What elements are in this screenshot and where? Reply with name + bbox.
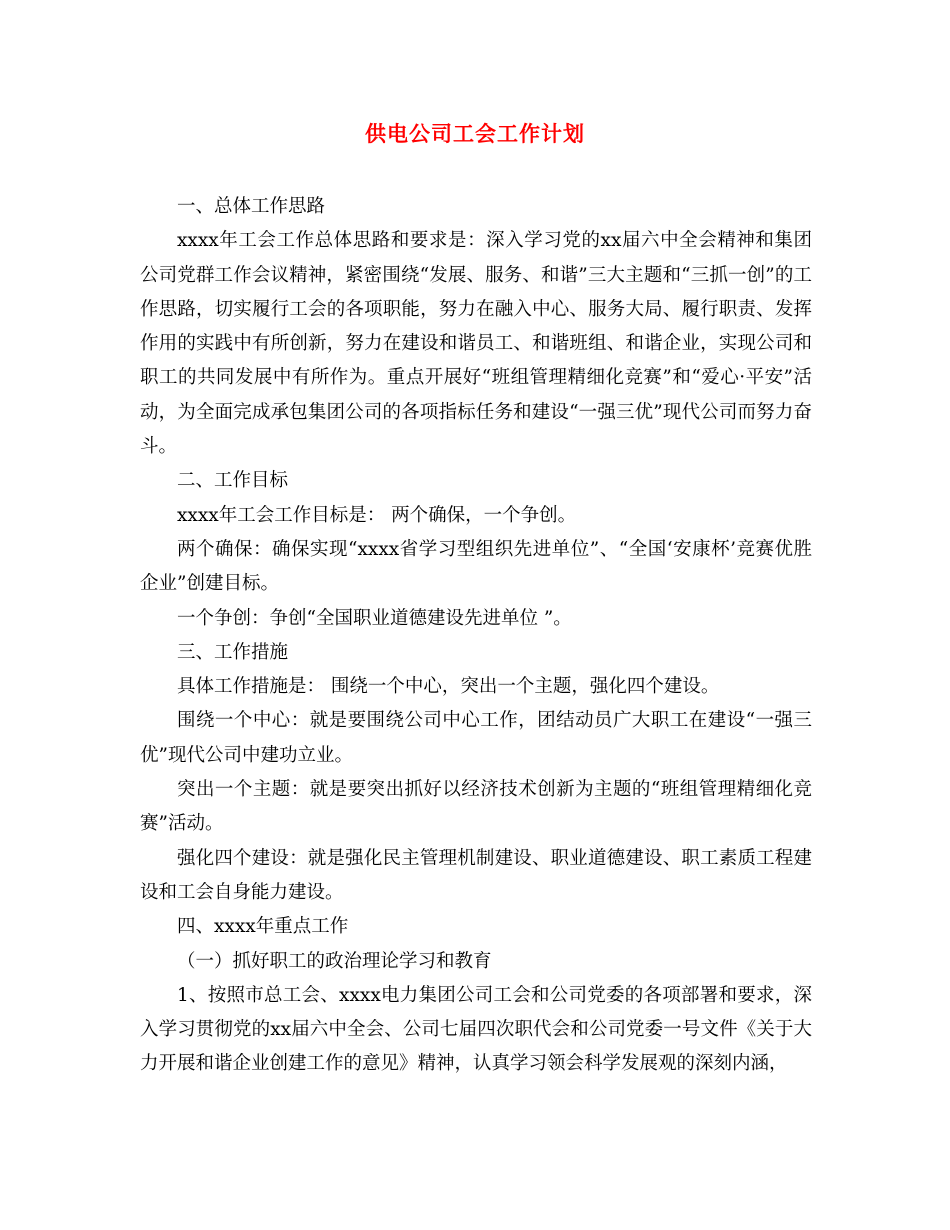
paragraph: 具体工作措施是： 围绕一个中心，突出一个主题，强化四个建设。 <box>177 676 720 698</box>
subsection-heading: （一）抓好职工的政治理论学习和教育 <box>177 950 492 972</box>
section-heading-2: 二、工作目标 <box>177 470 289 492</box>
paragraph: 强化四个建设：就是强化民主管理机制建设、职业道德建设、职工素质工程建设和工会自身能力建设。 <box>140 847 812 903</box>
paragraph: xxxx年工会工作总体思路和要求是：深入学习党的xx届六中全会精神和集团公司党群工作会议精神，紧密围绕“发展、服务、和谐”三大主题和“三抓一创”的工作思路，切实履行工会的各项职能，努力在融入中心、服务大局、履行职责、发挥作用的实践中有所创新，努力在建设和谐员工、和谐班组、和谐企业，实现公司和职工的共同发展中有所作为。重点开展好“班组管理精细化竞赛”和“爱心·平安”活动，为全面完成承包集团公司的各项指标任务和建设“一强三优”现代公司而努力奋斗。 <box>140 230 812 458</box>
section-heading-1: 一、总体工作思路 <box>177 196 326 217</box>
paragraph: 突出一个主题：就是要突出抓好以经济技术创新为主题的“班组管理精细化竞赛”活动。 <box>140 779 812 835</box>
paragraph: 1、按照市总工会、xxxx电力集团公司工会和公司党委的各项部署和要求，深入学习贯彻党的xx届六中全会、公司七届四次职代会和公司党委一号文件《关于大力开展和谐企业创建工作的意见》精神，认真学习领会科学发展观的深刻内涵， <box>140 984 812 1075</box>
document-body <box>140 190 812 1082</box>
paragraph: 一个争创：争创“全国职业道德建设先进单位 ”。 <box>177 607 572 629</box>
paragraph: xxxx年工会工作目标是： 两个确保，一个争创。 <box>177 504 577 526</box>
document-title: 供电公司工会工作计划 <box>365 122 585 146</box>
section-heading-3: 三、工作措施 <box>177 641 289 663</box>
paragraph: 围绕一个中心：就是要围绕公司中心工作，团结动员广大职工在建设“一强三优”现代公司中建功立业。 <box>140 710 812 766</box>
section-heading-4: 四、xxxx年重点工作 <box>177 916 349 938</box>
paragraph: 两个确保：确保实现“xxxx省学习型组织先进单位”、“全国‘安康杯’竞赛优胜企业”创建目标。 <box>140 538 812 595</box>
